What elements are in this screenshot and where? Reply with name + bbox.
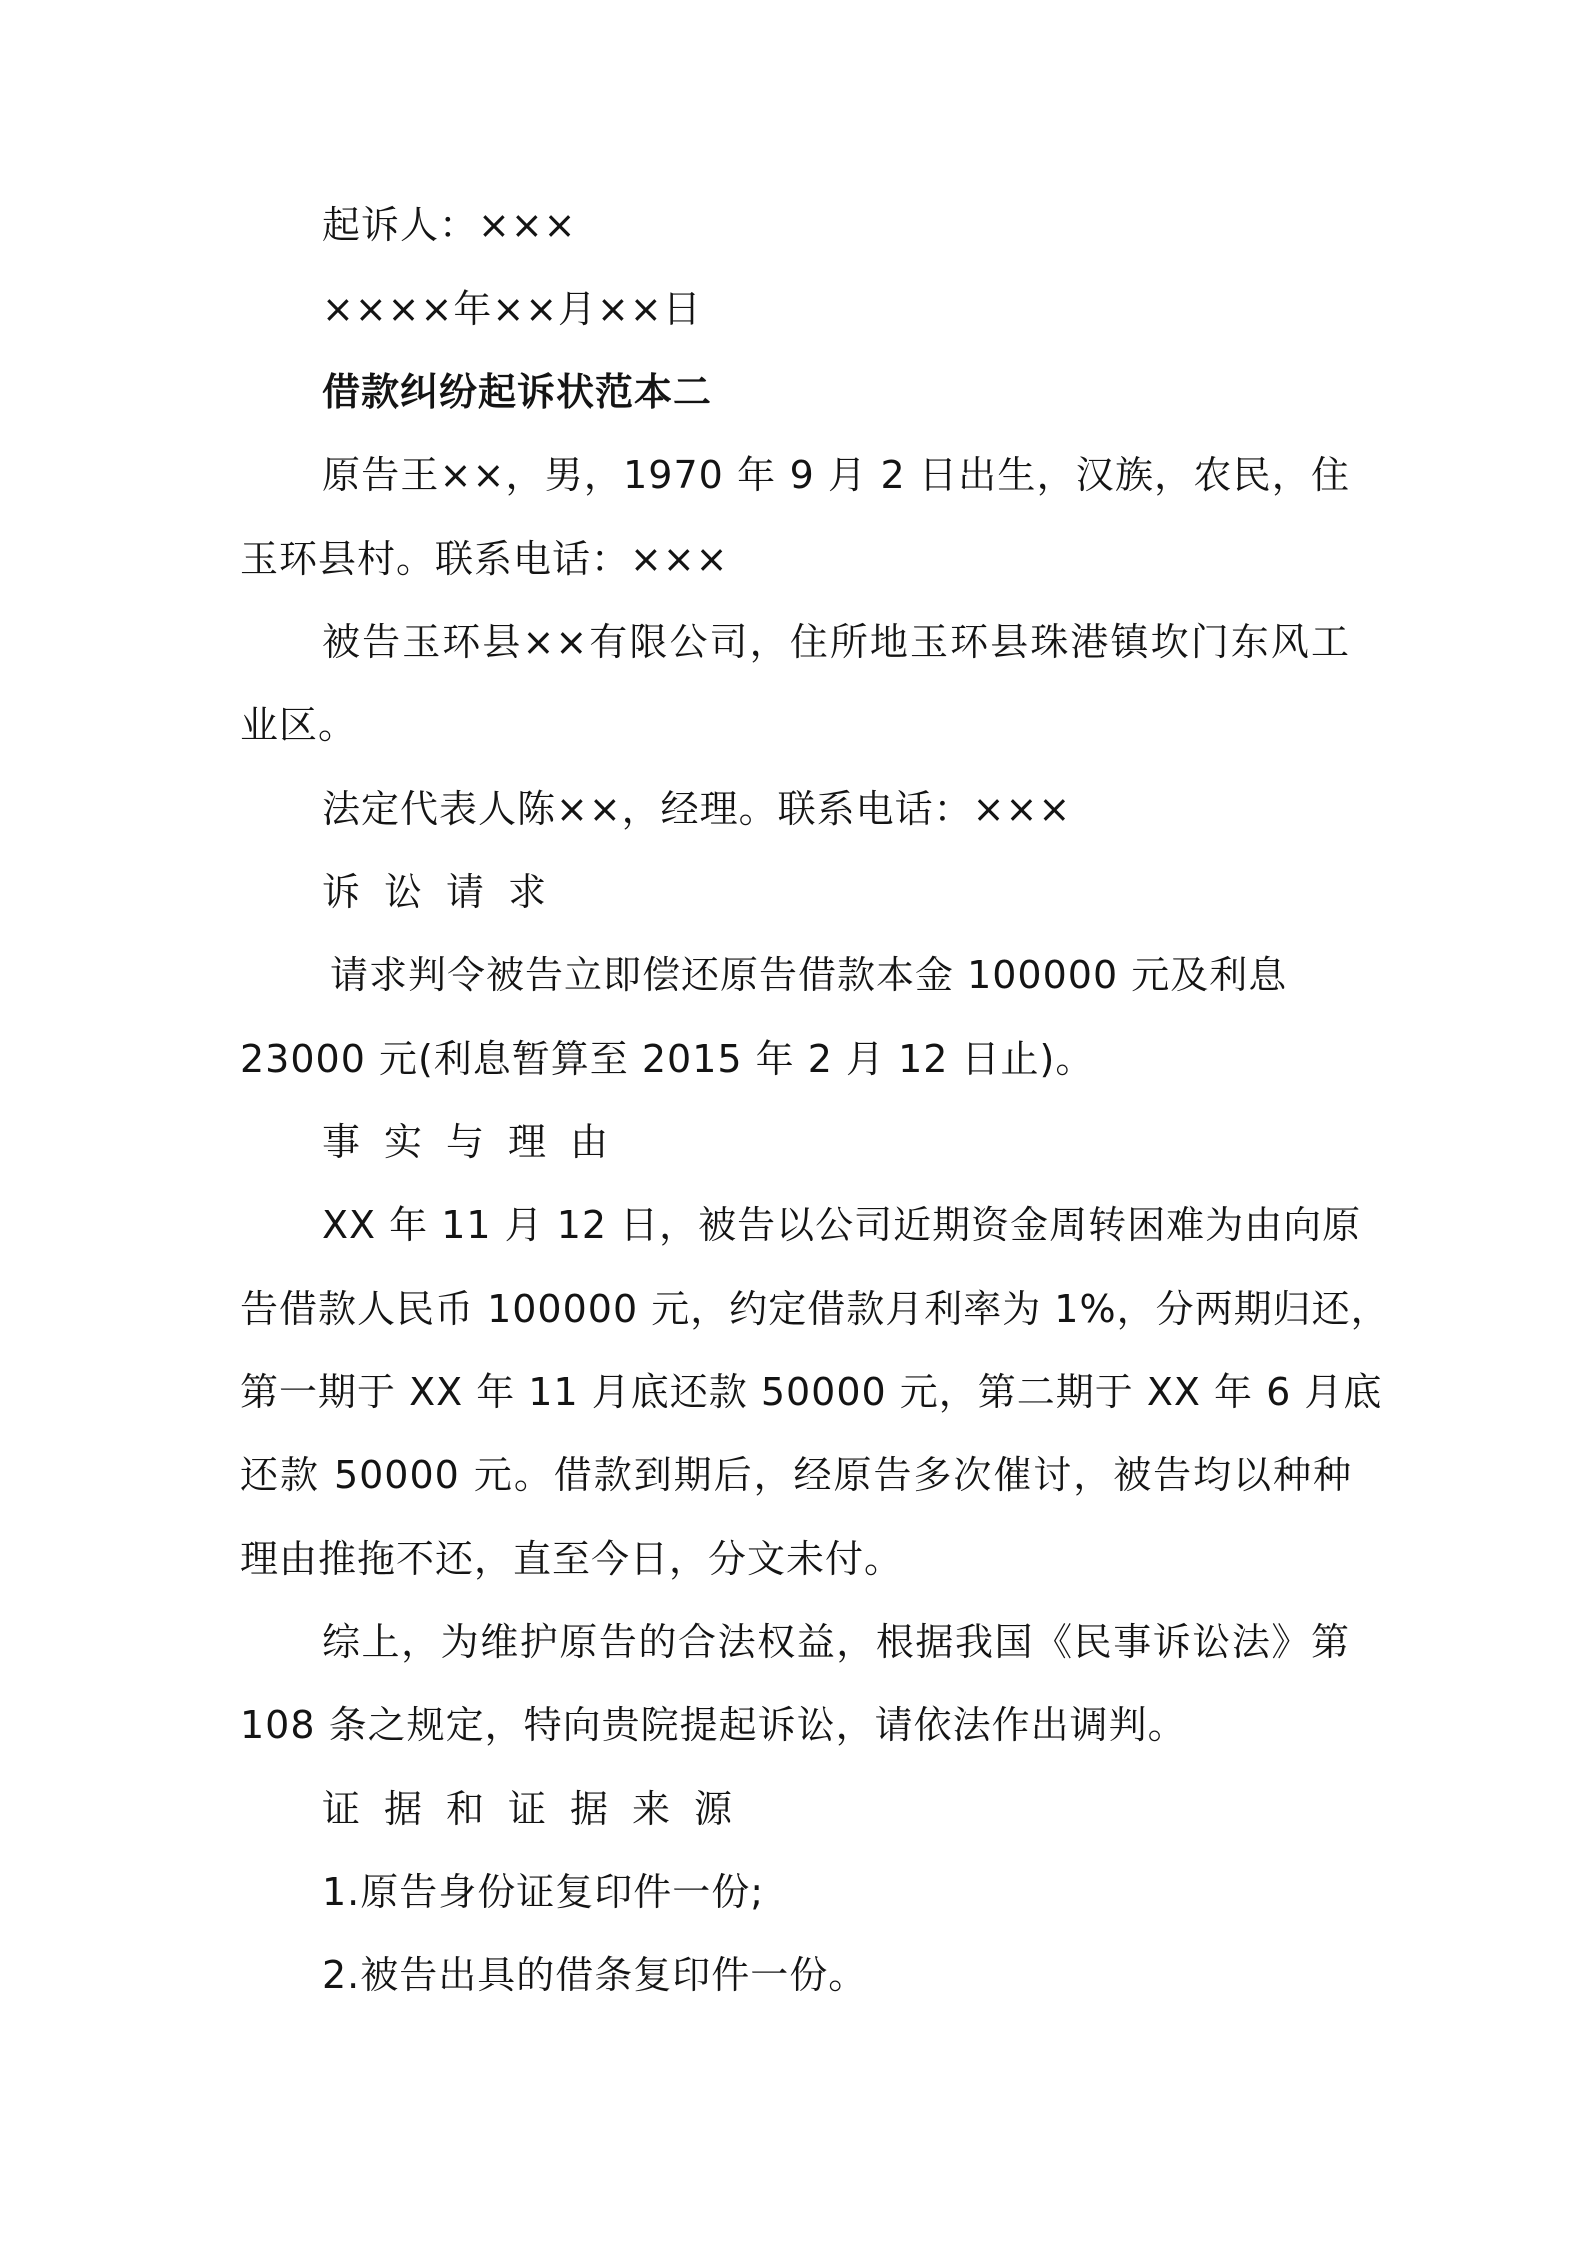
signature-line: 起诉人：××× — [322, 203, 577, 247]
document-title: 借款纠纷起诉状范本二 — [322, 370, 713, 414]
facts-line-4: 还款 50000 元。借款到期后，经原告多次催讨，被告均以种种 — [240, 1453, 1352, 1497]
summary-line-2: 108 条之规定，特向贵院提起诉讼，请依法作出调判。 — [240, 1703, 1187, 1747]
defendant-line-2: 业区。 — [240, 703, 358, 747]
legal-representative: 法定代表人陈××，经理。联系电话：××× — [322, 787, 1072, 831]
facts-line-3: 第一期于 XX 年 11 月底还款 50000 元，第二期于 XX 年 6 月底 — [240, 1370, 1383, 1414]
facts-heading: 事实与理由 — [322, 1120, 633, 1164]
summary-line-1: 综上，为维护原告的合法权益，根据我国《民事诉讼法》第 — [322, 1620, 1350, 1664]
plaintiff-line-1: 原告王××，男，1970 年 9 月 2 日出生，汉族，农民，住 — [322, 453, 1350, 497]
plaintiff-line-2: 玉环县村。联系电话：××× — [240, 537, 729, 581]
claims-line-1: 请求判令被告立即偿还原告借款本金 100000 元及利息 — [330, 953, 1288, 997]
facts-line-1: XX 年 11 月 12 日，被告以公司近期资金周转困难为由向原 — [322, 1203, 1362, 1247]
date-line: ××××年××月××日 — [322, 287, 702, 331]
evidence-item-1: 1.原告身份证复印件一份; — [322, 1870, 765, 1914]
facts-line-2: 告借款人民币 100000 元，约定借款月利率为 1%，分两期归还， — [240, 1287, 1390, 1331]
defendant-line-1: 被告玉环县××有限公司，住所地玉环县珠港镇坎门东风工 — [322, 620, 1350, 664]
claims-line-2: 23000 元(利息暂算至 2015 年 2 月 12 日止)。 — [240, 1037, 1095, 1081]
evidence-item-2: 2.被告出具的借条复印件一份。 — [322, 1953, 868, 1997]
claims-heading: 诉讼请求 — [322, 870, 571, 914]
evidence-heading: 证据和证据来源 — [322, 1787, 757, 1831]
facts-line-5: 理由推拖不还，直至今日，分文未付。 — [240, 1537, 904, 1581]
